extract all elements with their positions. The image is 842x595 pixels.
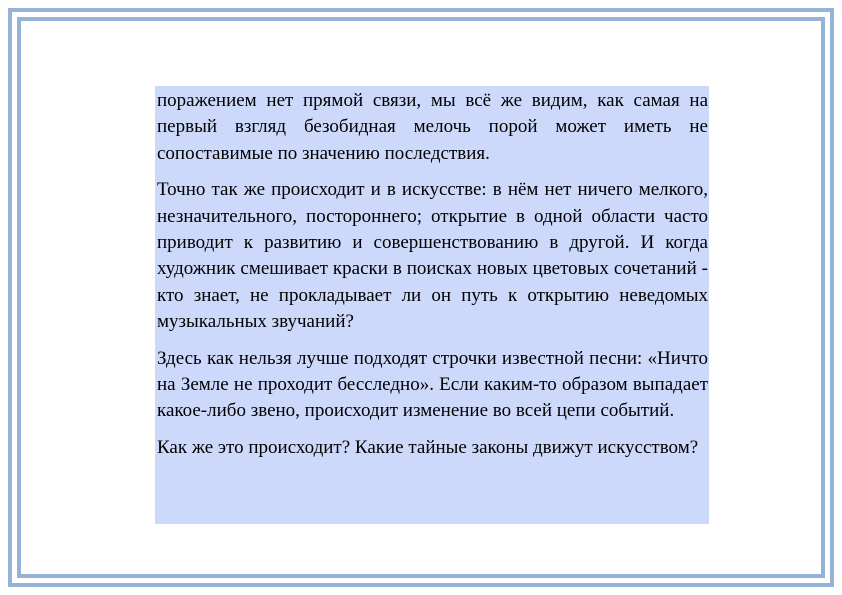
slide-text-box: [155, 86, 709, 524]
paragraph-4: Как же это происходит? Какие тайные законы движут искусством?: [157, 436, 699, 458]
paragraph-3: Здесь как нельзя лучше подходят строчки известной песни: «Ничто на Земле не проходит бесследно». Если каким-то образом выпадает какое-либо звено, происходит изменение во всей цепи событий.: [157, 347, 708, 422]
paragraph-1: поражением нет прямой связи, мы всё же видим, как самая на первый взгляд безобидная мелочь порой может иметь не сопоставимые по значению последствия.: [157, 90, 708, 164]
paragraph-2: Точно так же происходит и в искусстве: в нём нет ничего мелкого, незначительного, постороннего; открытие в одной области часто приводит к развитию и совершенствованию в другой. И когда художник смешивает краски в поисках новых цветовых сочетаний - кто знает, не прокладывает ли он путь к открытию неведомых музыкальных звучаний?: [157, 179, 708, 333]
